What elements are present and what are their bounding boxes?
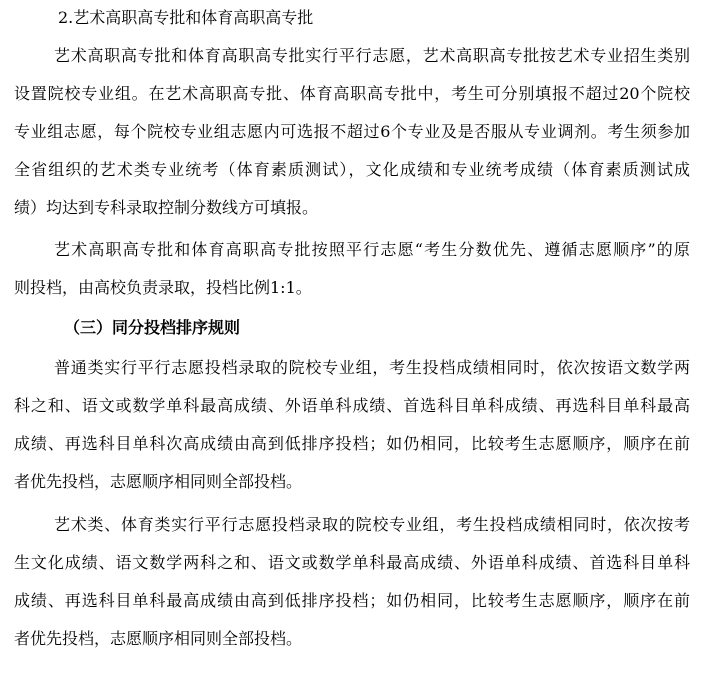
section-2-paragraph-2-line-1: 艺术高职高专批和体育高职高专批按照平行志愿“考生分数优先、遵循志愿顺序”的原 — [54, 240, 690, 259]
section-2-paragraph-1-line-1: 艺术高职高专批和体育高职高专批实行平行志愿，艺术高职高专批按艺术专业招生类别 — [54, 46, 690, 65]
section-3-paragraph-1-line-2: 科之和、语文或数学单科最高成绩、外语单科成绩、首选科目单科成绩、再选科目单科最高 — [14, 396, 690, 415]
section-3-paragraph-1-line-3: 成绩、再选科目单科次高成绩由高到低排序投档；如仍相同，比较考生志愿顺序，顺序在前 — [14, 434, 690, 453]
section-3-paragraph-1-line-4: 者优先投档，志愿顺序相同则全部投档。 — [14, 472, 303, 491]
section-3-heading: （三）同分投档排序规则 — [64, 318, 241, 337]
section-2-paragraph-1-line-3: 专业组志愿，每个院校专业组志愿内可选报不超过6个专业及是否服从专业调剂。考生须参加 — [14, 122, 690, 141]
section-2-paragraph-1-line-5: 绩）均达到专科录取控制分数线方可填报。 — [14, 198, 319, 217]
section-3-paragraph-2-line-2: 生文化成绩、语文数学两科之和、语文或数学单科最高成绩、外语单科成绩、首选科目单科 — [14, 553, 690, 572]
section-3-paragraph-2-line-4: 者优先投档，志愿顺序相同则全部投档。 — [14, 629, 303, 648]
section-3-paragraph-2-line-3: 成绩、再选科目单科最高成绩由高到低排序投档；如仍相同，比较考生志愿顺序，顺序在前 — [14, 591, 690, 610]
section-2-paragraph-2-line-2: 则投档，由高校负责录取，投档比例1:1。 — [14, 278, 312, 297]
section-2-title: 2.艺术高职高专批和体育高职高专批 — [58, 8, 314, 27]
section-2-paragraph-1-line-4: 全省组织的艺术类专业统考（体育素质测试），文化成绩和专业统考成绩（体育素质测试成 — [14, 160, 690, 179]
section-3-paragraph-1-line-1: 普通类实行平行志愿投档录取的院校专业组，考生投档成绩相同时，依次按语文数学两 — [54, 358, 690, 377]
section-3-paragraph-2-line-1: 艺术类、体育类实行平行志愿投档录取的院校专业组，考生投档成绩相同时，依次按考 — [54, 515, 690, 534]
section-2-paragraph-1-line-2: 设置院校专业组。在艺术高职高专批、体育高职高专批中，考生可分别填报不超过20个院校 — [14, 84, 690, 103]
